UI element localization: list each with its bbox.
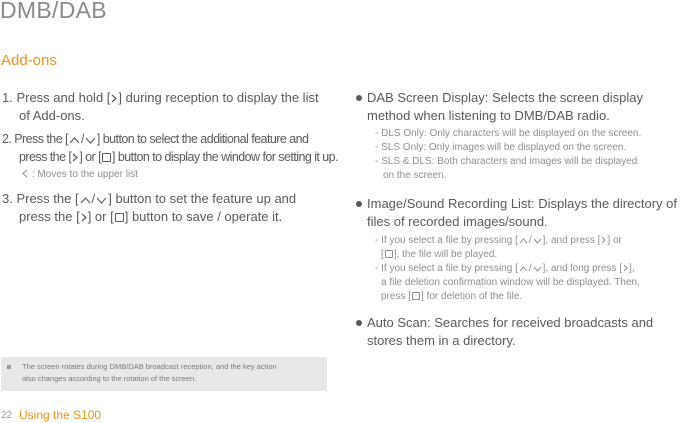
note-box bbox=[1, 357, 327, 391]
step-2-subnote-text: : Moves to the upper list bbox=[31, 169, 138, 180]
step-2-text-f: ] button to display the window for setting it up. bbox=[112, 150, 339, 164]
step-2-subnote bbox=[21, 169, 138, 180]
arrow-down-icon bbox=[85, 137, 96, 144]
page-subtitle: Add-ons bbox=[1, 52, 57, 69]
arrow-left-icon bbox=[22, 169, 28, 178]
bullet-dot bbox=[356, 320, 362, 326]
step-2-text-a: 2. Press the [ bbox=[2, 132, 68, 146]
feature-recording-line-1: Image/Sound Recording List: Displays the directory of bbox=[367, 196, 677, 211]
step-1-text-c: of Add-ons. bbox=[19, 108, 85, 123]
feature-recording-details bbox=[375, 234, 640, 304]
ok-button-icon bbox=[412, 292, 420, 300]
arrow-down-icon bbox=[533, 238, 542, 244]
bullet-dot bbox=[356, 201, 362, 207]
step-3-text-f: ] button to save / operate it. bbox=[124, 209, 283, 224]
footer-title: Using the S100 bbox=[19, 408, 102, 422]
rec-play-text-5: [ bbox=[381, 249, 384, 260]
step-3-text-e: ] or [ bbox=[87, 209, 114, 224]
arrow-down-icon bbox=[96, 197, 107, 204]
arrow-up-icon bbox=[519, 266, 528, 272]
note-line-1: The screen rotates during DMB/DAB broadcast reception, and the key action bbox=[22, 362, 277, 371]
ok-button-icon bbox=[115, 213, 124, 222]
step-3-text-d: press the [ bbox=[19, 209, 80, 224]
step-2-text-c: ] button to select the additional feature and bbox=[96, 132, 309, 146]
option-sls-only: - SLS Only: Only images will be displayed on the screen. bbox=[375, 142, 627, 153]
arrow-up-icon bbox=[69, 137, 80, 144]
step-2-text-e: ] or [ bbox=[79, 150, 102, 164]
step-3-text-b: / bbox=[91, 191, 96, 206]
arrow-right-icon bbox=[111, 94, 117, 103]
feature-dab-line-2: method when listening to DMB/DAB radio. bbox=[367, 108, 610, 123]
rec-delete-text-7: ] for deletion of the file. bbox=[421, 291, 523, 302]
rec-delete-text-6: press [ bbox=[381, 291, 412, 302]
option-sls-dls-cont: on the screen. bbox=[383, 170, 447, 181]
note-text bbox=[22, 361, 277, 385]
step-2-text-d: press the [ bbox=[19, 150, 72, 164]
arrow-down-icon bbox=[533, 266, 542, 272]
step-1 bbox=[2, 89, 319, 125]
rec-delete-text-3: ], and long press [ bbox=[542, 263, 623, 274]
arrow-right-icon bbox=[81, 213, 87, 222]
feature-dab-options bbox=[375, 127, 641, 183]
note-bullet-icon bbox=[7, 365, 11, 369]
step-1-text-a: 1. Press and hold [ bbox=[2, 90, 111, 105]
rec-play-text-4: ] or bbox=[607, 235, 622, 246]
option-sls-dls: - SLS & DLS: Both characters and images will be displayed bbox=[375, 156, 638, 167]
step-3 bbox=[2, 190, 296, 226]
arrow-up-icon bbox=[80, 197, 91, 204]
arrow-right-icon bbox=[72, 153, 78, 162]
arrow-right-icon bbox=[601, 236, 606, 244]
rec-delete-text-4: ], bbox=[629, 263, 635, 274]
note-line-2: also changes according to the rotation of the screen. bbox=[22, 374, 197, 383]
feature-recording-list bbox=[367, 195, 677, 231]
ok-button-icon bbox=[102, 153, 111, 162]
arrow-right-icon bbox=[623, 264, 628, 272]
section-title: DMB/DAB bbox=[0, 0, 107, 23]
page-number: 22 bbox=[1, 410, 13, 421]
rec-play-text-1: - If you select a file by pressing [ bbox=[375, 235, 518, 246]
rec-play-text-2: / bbox=[528, 235, 532, 246]
feature-recording-line-2: files of recorded images/sound. bbox=[367, 214, 548, 229]
feature-dab-line-1: DAB Screen Display: Selects the screen display bbox=[367, 90, 644, 105]
option-dls-only: - DLS Only: Only characters will be displayed on the screen. bbox=[375, 128, 642, 139]
rec-delete-text-2: / bbox=[528, 263, 532, 274]
rec-delete-text-5: a file deletion confirmation window will be displayed. Then, bbox=[381, 277, 640, 288]
rec-delete-text-1: - If you select a file by pressing [ bbox=[375, 263, 518, 274]
step-1-text-b: ] during reception to display the list bbox=[118, 90, 319, 105]
step-2-text-b: / bbox=[80, 132, 84, 146]
bullet-dot bbox=[356, 95, 362, 101]
feature-dab-screen-display bbox=[367, 89, 643, 125]
feature-auto-scan bbox=[367, 314, 653, 350]
step-2 bbox=[2, 130, 338, 166]
step-3-text-c: ] button to set the feature up and bbox=[108, 191, 297, 206]
feature-autoscan-line-2: stores them in a directory. bbox=[367, 333, 516, 348]
arrow-up-icon bbox=[519, 238, 528, 244]
step-3-text-a: 3. Press the [ bbox=[2, 191, 79, 206]
rec-play-text-3: ], and press [ bbox=[542, 235, 601, 246]
rec-play-text-6: ], the file will be played. bbox=[393, 249, 498, 260]
feature-autoscan-line-1: Auto Scan: Searches for received broadcasts and bbox=[367, 315, 654, 330]
ok-button-icon bbox=[385, 250, 393, 258]
